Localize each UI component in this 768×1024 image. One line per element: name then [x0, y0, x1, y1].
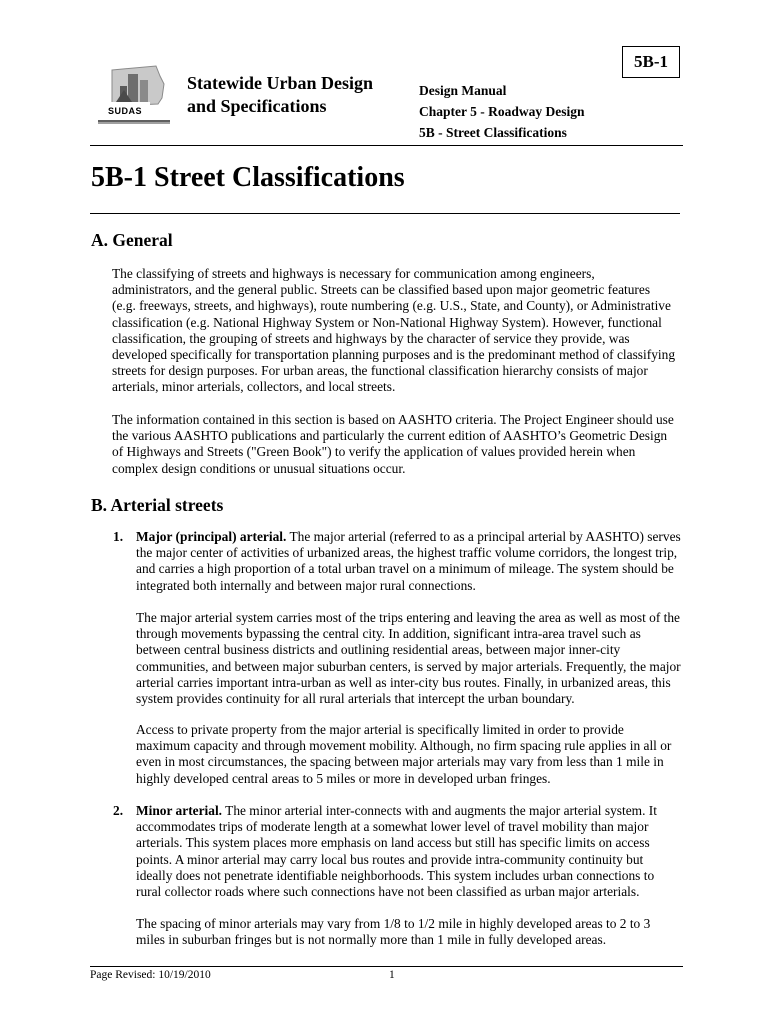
general-paragraph-2: The information contained in this section is based on AASHTO criteria. The Project Engineer should use the various AASHTO publications and particularly the current edition of AASHTO’s Geometric Design of Highways and Streets ("Green Book") to verify the application of values provided herein when complex design conditions or unusual situations occur. — [112, 412, 674, 476]
list-number-2: 2. — [113, 803, 124, 818]
minor-arterial-paragraph-2: The spacing of minor arterials may vary from 1/8 to 1/2 mile in highly developed areas to 2 to 3 miles in suburban fringes but is not normally more than 1 mile in fully developed areas. — [136, 916, 651, 948]
major-arterial-paragraph-2: The major arterial system carries most of the trips entering and leaving the area as well as most of the through movements bypassing the central city. In addition, significant intra-area travel such as between central business districts and outlining residential areas, between major inner-city communities, and between major suburban centers, is served by major arterials. Frequently, the major arterial carries important intra-urban as well as inter-city bus routes. Finally, in urbanized areas, this system provides continuity for all rural arterials that intercept the urban boundary. — [136, 610, 681, 707]
org-line-2: and Specifications — [187, 96, 327, 116]
major-arterial-paragraph-3: Access to private property from the major arterial is specifically limited in order to provide maximum capacity and through movement mobility. Although, no firm spacing rule applies in all or even in most circumstances, the spacing between major arterials may vary from less than 1 mile in highly developed central areas to 5 miles or more in developed urban fringes. — [136, 722, 672, 786]
page-number: 1 — [389, 969, 395, 981]
page-title: 5B-1 Street Classifications — [91, 162, 405, 193]
header-divider — [90, 145, 683, 146]
page-revised-date: Page Revised: 10/19/2010 — [90, 969, 211, 981]
list-number-1: 1. — [113, 529, 124, 544]
minor-arterial-text: The minor arterial inter-connects with and augments the major arterial system. It accommodates trips of moderate length at a somewhat lower level of travel mobility than major arterials. This system places more emphasis on land access but still has specific limits on access points. A minor arterial may carry local bus routes and provide intra-community continuity but ideally does not penetrate identifiable neighborhoods. This system includes urban connections to rural collector roads where such connections have not been classified as urban major arterials. — [136, 803, 657, 900]
manual-info — [419, 80, 585, 143]
org-line-1: Statewide Urban Design — [187, 73, 374, 93]
major-arterial-paragraph-1 — [136, 529, 681, 594]
logo-text: SUDAS — [108, 106, 143, 116]
minor-arterial-paragraph-1 — [136, 803, 681, 900]
sudas-logo — [98, 64, 170, 124]
footer-divider — [90, 966, 683, 967]
major-arterial-lead: Major (principal) arterial. — [136, 529, 287, 544]
major-arterial-text: The major arterial (referred to as a principal arterial by AASHTO) serves the major center of activities of urbanized areas, the highest traffic volume corridors, the longest trip, and carries a high proportion of a total urban travel on a minimum of mileage. The system should be integrated both internally and between major rural connections. — [136, 529, 681, 593]
manual-line-1: Design Manual — [419, 83, 507, 98]
title-divider — [90, 213, 680, 214]
manual-line-3: 5B - Street Classifications — [419, 125, 567, 140]
manual-line-2: Chapter 5 - Roadway Design — [419, 104, 585, 119]
organization-name — [187, 72, 373, 118]
section-heading-arterial: B. Arterial streets — [91, 495, 224, 515]
minor-arterial-lead: Minor arterial. — [136, 803, 223, 818]
section-heading-general: A. General — [91, 230, 173, 250]
general-paragraph-1: The classifying of streets and highways is necessary for communication among engineers, administrators, and the general public. Streets can be classified based upon major geometric features (e.g. freeways, streets, and highways), route numbering (e.g. U.S., State, and County), or Administrative classification (e.g. National Highway System or Non-National Highway System). However, functional classification, the grouping of streets and highways by the character of service they provide, was developed specifically for transportation planning purposes and is the predominant method of classifying streets for design purposes. For urban areas, the functional classification hierarchy consists of major arterials, minor arterials, collectors, and local streets. — [112, 266, 676, 395]
section-tag: 5B-1 — [622, 46, 680, 78]
